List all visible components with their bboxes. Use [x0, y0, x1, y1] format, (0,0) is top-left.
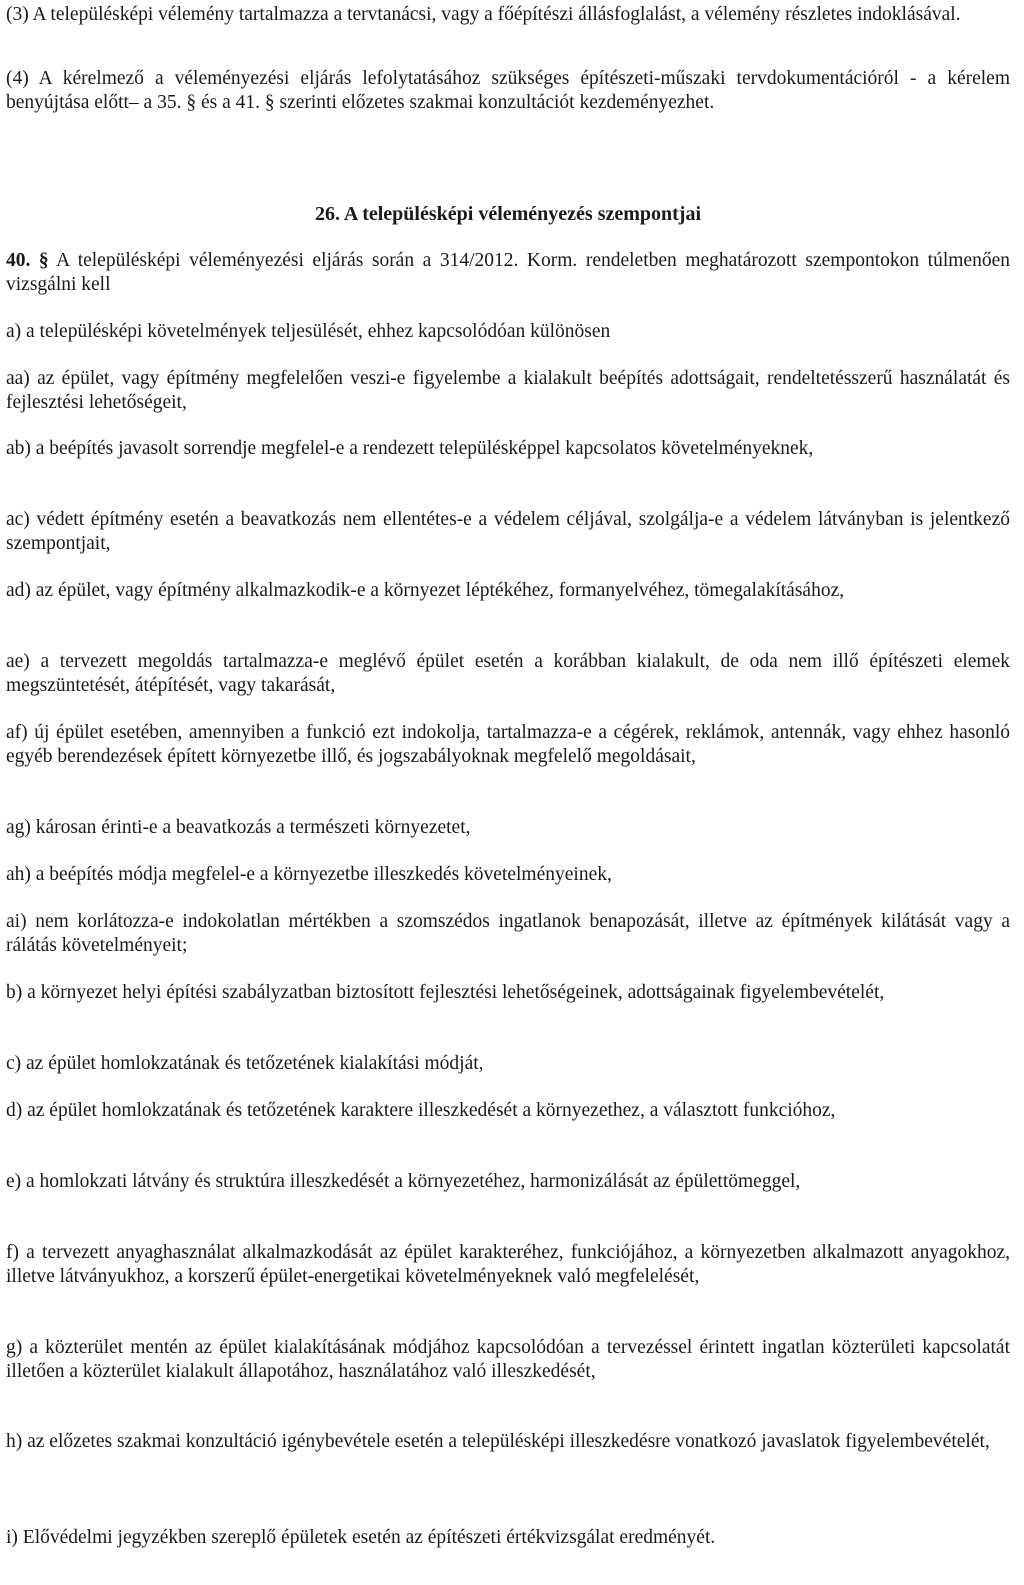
list-item-f: f) a tervezett anyaghasználat alkalmazkodását az épület karakteréhez, funkciójához, a környezetben alkalmazott anyagokhoz, illetve látványukhoz, a korszerű épület-energetikai követelményeknek való megfelelését, [6, 1242, 1010, 1287]
list-item-ab: ab) a beépítés javasolt sorrendje megfelel-e a rendezett településképpel kapcsolatos követelményeknek, [6, 438, 814, 459]
list-item-ai: ai) nem korlátozza-e indokolatlan mértékben a szomszédos ingatlanok benapozását, illetve az építmények kilátását vagy a rálátás követelményeit; [6, 911, 1010, 956]
list-item-af: af) új épület esetében, amennyiben a funkció ezt indokolja, tartalmazza-e a cégérek, reklámok, antennák, vagy ehhez hasonló egyéb berendezések épített környezetbe illő, és jogszabályoknak megfelelő megoldásait, [6, 722, 1010, 767]
paragraph-4: (4) A kérelmező a véleményezési eljárás lefolytatásához szükséges építészeti-műszaki tervdokumentációról - a kérelem benyújtása előtt– a 35. § és a 41. § szerinti előzetes szakmai konzultációt kezdeményezhet. [6, 68, 1010, 113]
article-intro: A településképi véleményezési eljárás során a 314/2012. Korm. rendeletben meghatározott szempontokon túlmenően vizsgálni kell [6, 250, 1010, 295]
list-item-b: b) a környezet helyi építési szabályzatban biztosított fejlesztési lehetőségeinek, adottságainak figyelembevételét, [6, 982, 885, 1003]
list-item-g: g) a közterület mentén az épület kialakításának módjához kapcsolódóan a tervezéssel érintett ingatlan közterületi kapcsolatát illetően a közterület kialakult állapotához, használatához való illeszkedését, [6, 1337, 1010, 1382]
document-page [6, 0, 1010, 1585]
list-item-ag: ag) károsan érinti-e a beavatkozás a természeti környezetet, [6, 817, 471, 838]
list-item-ae: ae) a tervezett megoldás tartalmazza-e meglévő épület esetén a korábban kialakult, de oda nem illő építészeti elemek megszüntetését, átépítését, vagy takarását, [6, 651, 1010, 696]
list-item-a: a) a településképi követelmények teljesülését, ehhez kapcsolódóan különösen [6, 321, 611, 342]
list-item-aa: aa) az épület, vagy építmény megfelelően veszi-e figyelembe a kialakult beépítés adottságait, rendeltetésszerű használatát és fejlesztési lehetőségeit, [6, 368, 1010, 413]
list-item-ad: ad) az épület, vagy építmény alkalmazkodik-e a környezet léptékéhez, formanyelvéhez, tömegalakításához, [6, 580, 845, 601]
section-heading: 26. A településképi véleményezés szempontjai [314, 203, 702, 225]
article-40 [6, 249, 1010, 297]
list-item-e: e) a homlokzati látvány és struktúra illeszkedését a környezetéhez, harmonizálását az épülettömeggel, [6, 1171, 801, 1192]
list-item-ac: ac) védett építmény esetén a beavatkozás nem ellentétes-e a védelem céljával, szolgálja-e a védelem látványban is jelentkező szempontjait, [6, 509, 1010, 554]
list-item-h: h) az előzetes szakmai konzultáció igénybevétele esetén a településképi illeszkedésre vonatkozó javaslatok figyelembevételét, [6, 1431, 990, 1452]
list-item-d: d) az épület homlokzatának és tetőzetének karaktere illeszkedését a környezethez, a választott funkcióhoz, [6, 1100, 836, 1121]
list-item-i: i) Elővédelmi jegyzékben szereplő épületek esetén az építészeti értékvizsgálat eredményét. [6, 1527, 716, 1548]
list-item-ah: ah) a beépítés módja megfelel-e a környezetbe illeszkedés követelményeinek, [6, 864, 612, 885]
paragraph-3: (3) A településképi vélemény tartalmazza a tervtanácsi, vagy a főépítészi állásfoglalást, a vélemény részletes indoklásával. [6, 4, 961, 25]
article-number: 40. § [6, 250, 49, 271]
list-item-c: c) az épület homlokzatának és tetőzetének kialakítási módját, [6, 1053, 484, 1074]
